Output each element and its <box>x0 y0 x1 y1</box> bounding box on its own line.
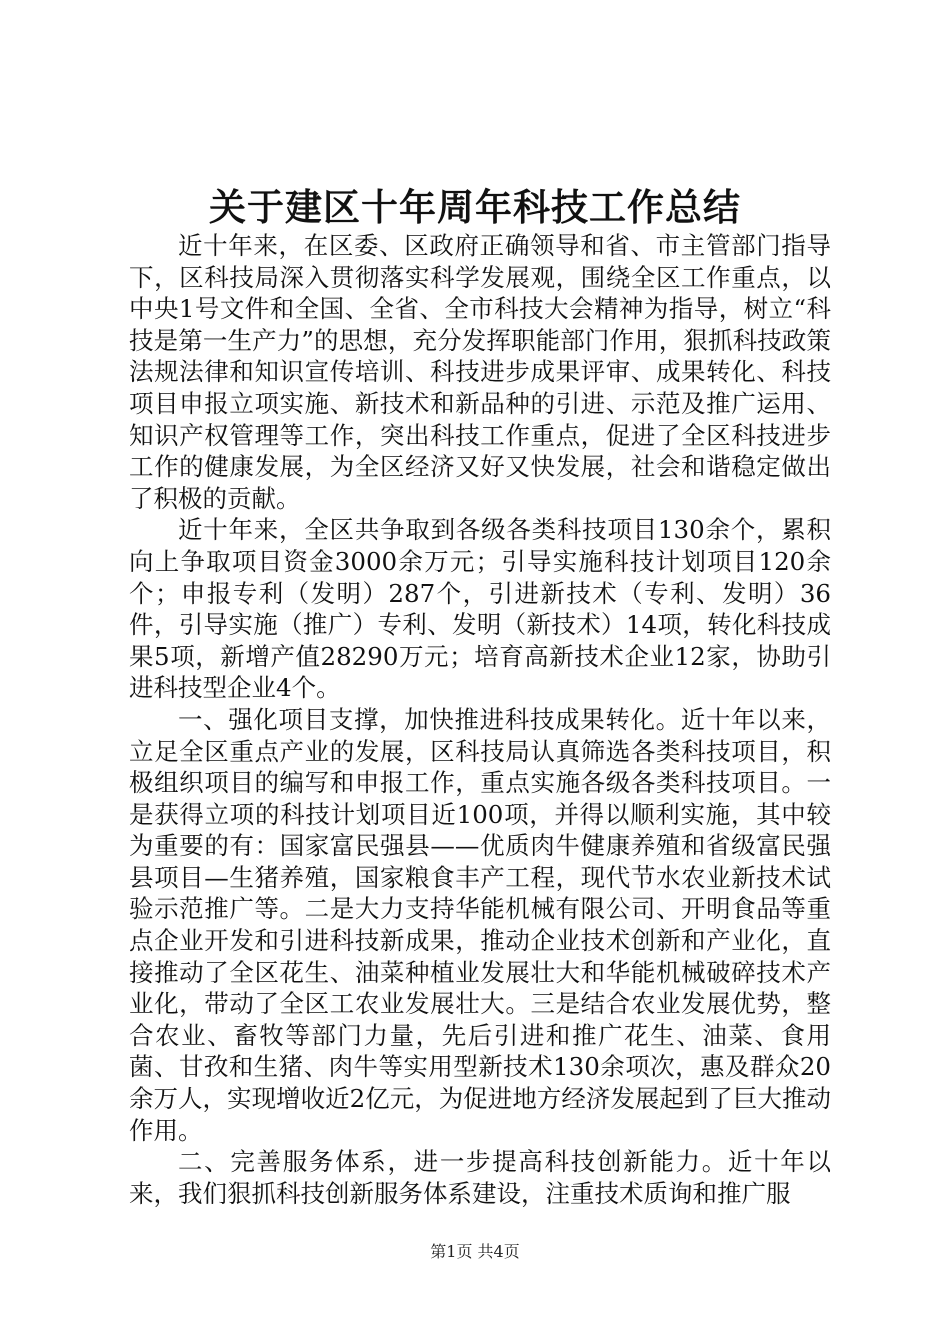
paragraph-statistics: 近十年来，全区共争取到各级各类科技项目130余个，累积向上争取项目资金3000余万元；引导实施科技计划项目120余个；申报专利（发明）287个，引进新技术（专利、发明）36件，引导实施（推广）专利、发明（新技术）14项，转化科技成果5项，新增产值28290万元；培育高新技术企业12家，协助引进科技型企业4个。 <box>129 515 831 703</box>
document-body <box>129 230 831 1209</box>
page-number-footer: 第1页 共4页 <box>430 1242 520 1261</box>
document-title: 关于建区十年周年科技工作总结 <box>209 185 741 229</box>
paragraph-section-two: 二、完善服务体系，进一步提高科技创新能力。近十年以来，我们狠抓科技创新服务体系建设，注重技术质询和推广服 <box>129 1147 831 1208</box>
paragraph-section-one: 一、强化项目支撑，加快推进科技成果转化。近十年以来，立足全区重点产业的发展，区科技局认真筛选各类科技项目，积极组织项目的编写和申报工作，重点实施各级各类科技项目。一是获得立项的科技计划项目近100项，并得以顺利实施，其中较为重要的有：国家富民强县——优质肉牛健康养殖和省级富民强县项目—生猪养殖，国家粮食丰产工程，现代节水农业新技术试验示范推广等。二是大力支持华能机械有限公司、开明食品等重点企业开发和引进科技新成果，推动企业技术创新和产业化，直接推动了全区花生、油菜种植业发展壮大和华能机械破碎技术产业化，带动了全区工农业发展壮大。三是结合农业发展优势，整合农业、畜牧等部门力量，先后引进和推广花生、油菜、食用菌、甘孜和生猪、肉牛等实用型新技术130余项次，惠及群众20余万人，实现增收近2亿元，为促进地方经济发展起到了巨大推动作用。 <box>129 704 831 1145</box>
paragraph-intro: 近十年来，在区委、区政府正确领导和省、市主管部门指导下，区科技局深入贯彻落实科学发展观，围绕全区工作重点，以中央1号文件和全国、全省、全市科技大会精神为指导，树立“科技是第一生产力”的思想，充分发挥职能部门作用，狠抓科技政策法规法律和知识宣传培训、科技进步成果评审、成果转化、科技项目申报立项实施、新技术和新品种的引进、示范及推广运用、知识产权管理等工作，突出科技工作重点，促进了全区科技进步工作的健康发展，为全区经济又好又快发展，社会和谐稳定做出了积极的贡献。 <box>129 231 831 513</box>
